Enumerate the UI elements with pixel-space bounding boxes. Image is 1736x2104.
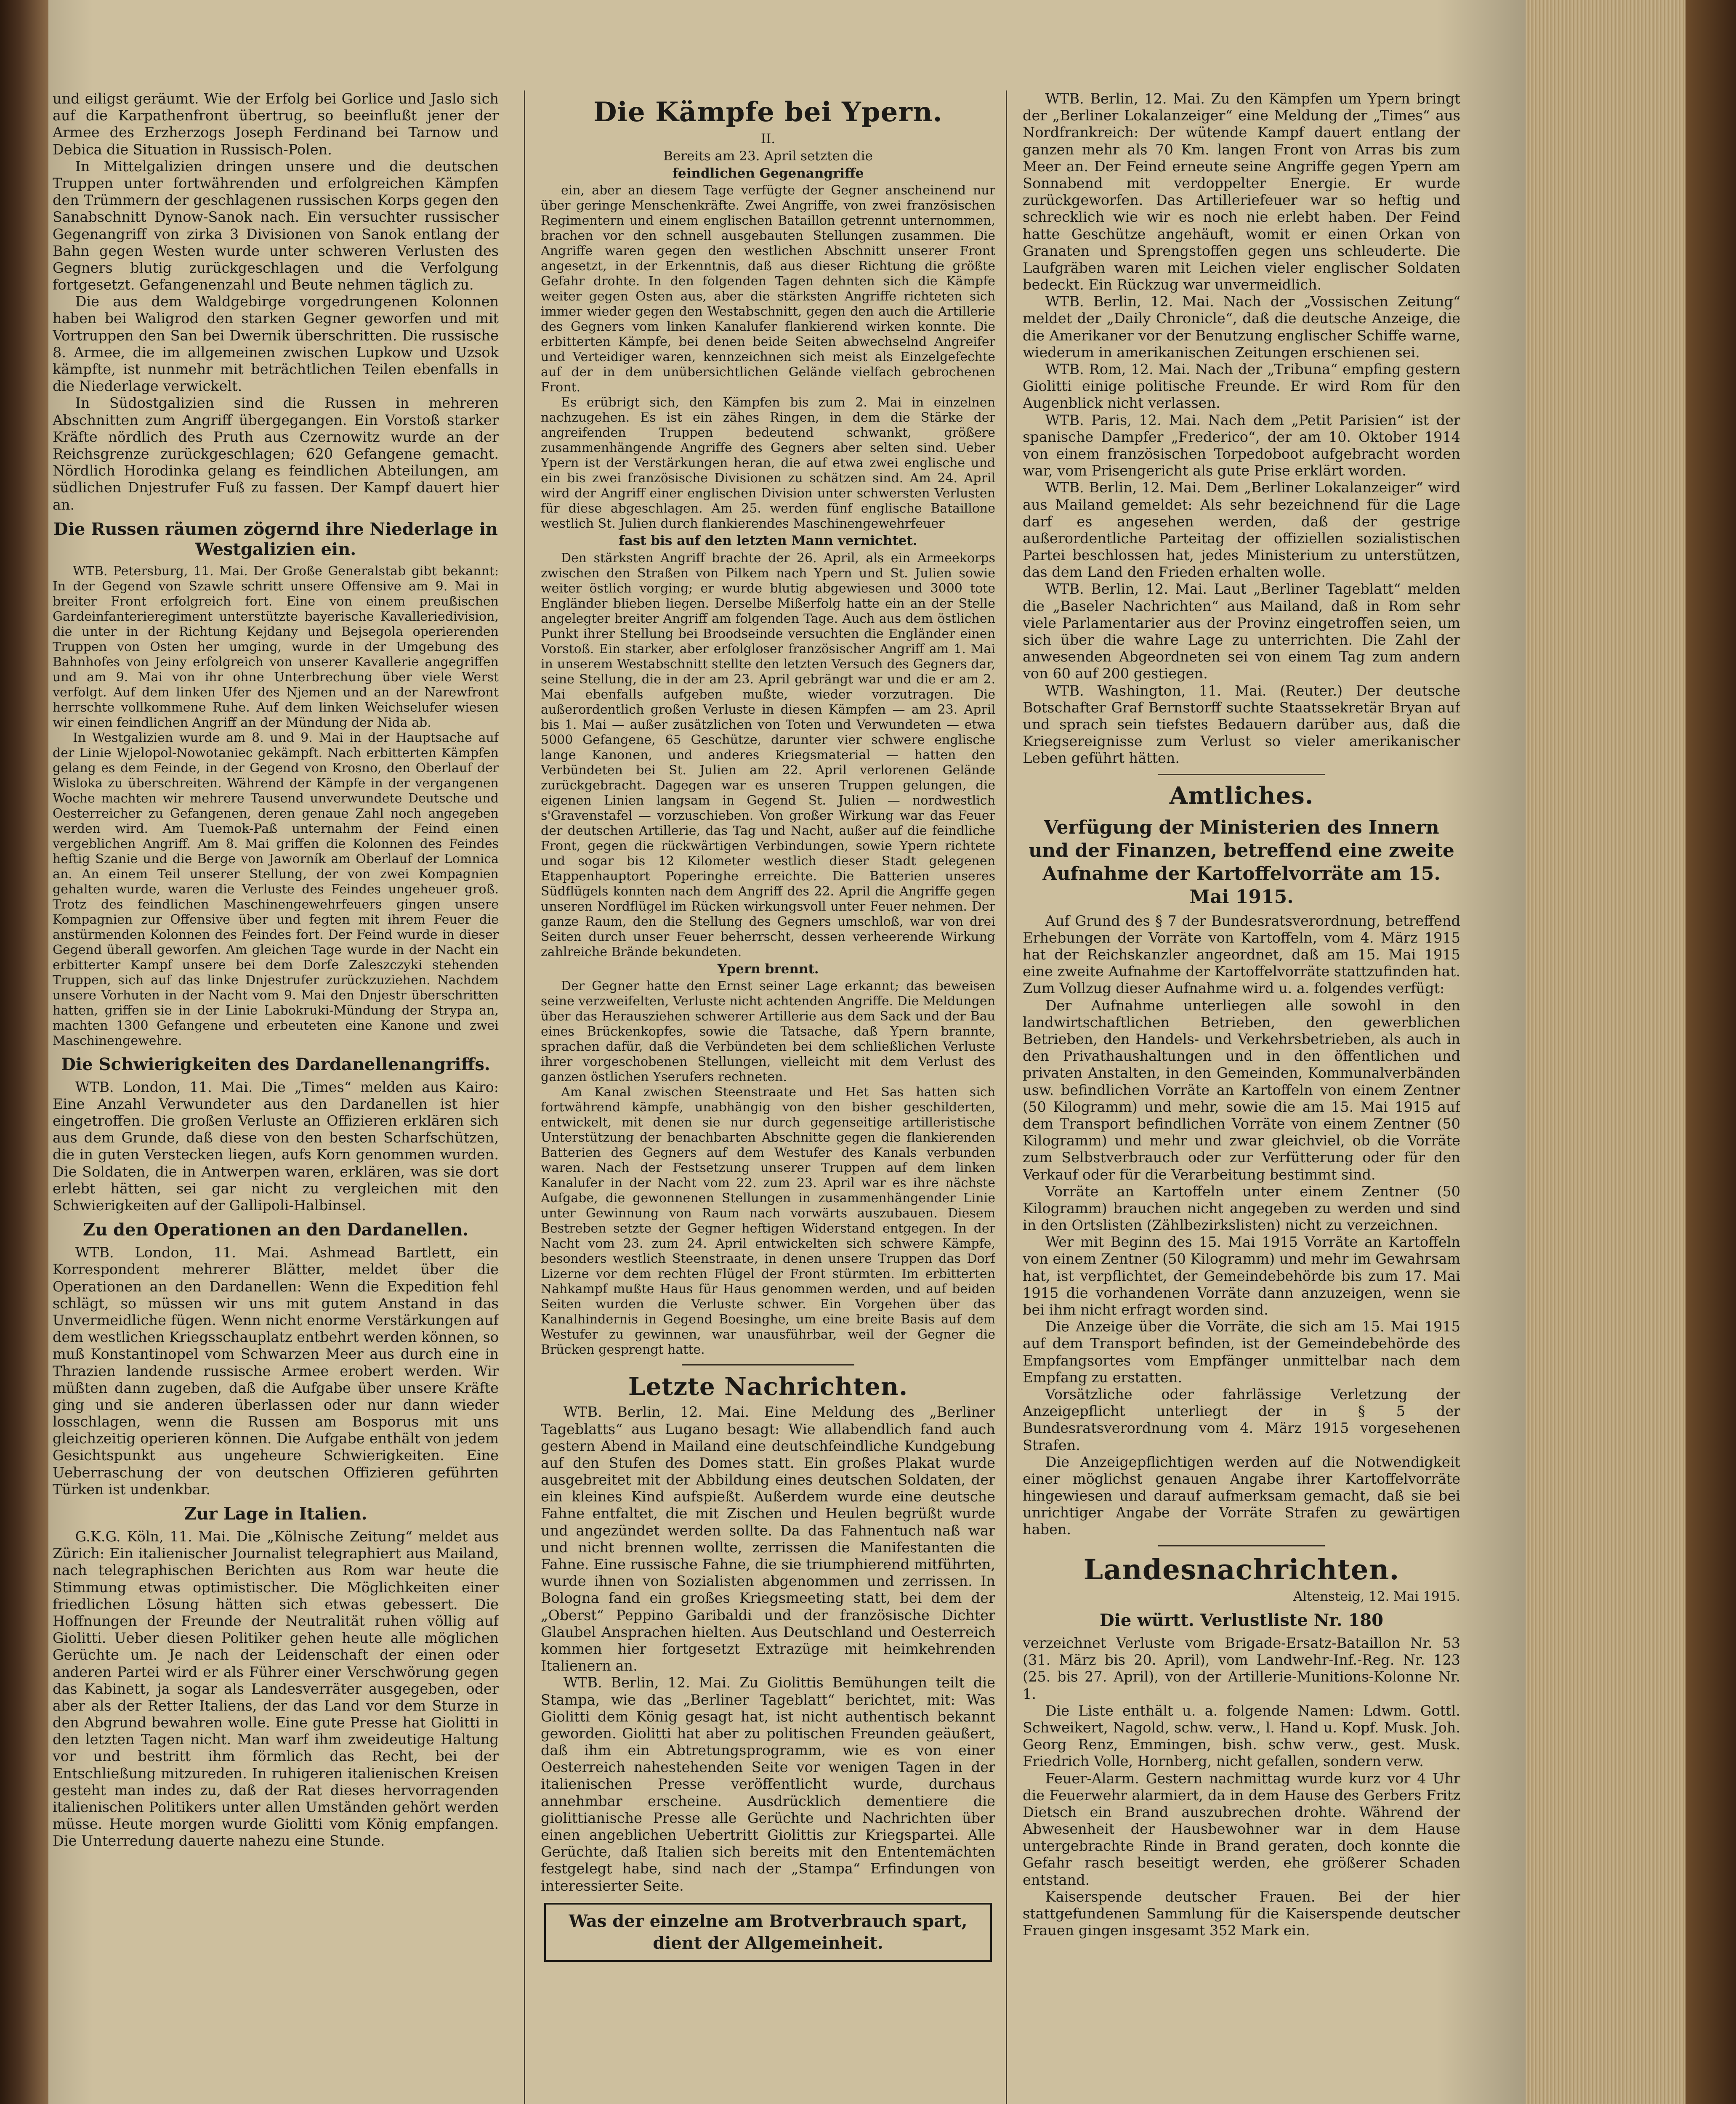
paragraph: Der Gegner hatte den Ernst seiner Lage erkannt; das beweisen seine verzweifelten, Verluste nicht achtenden Angriffe. Die Meldungen über das Herausziehen schwerer Artillerie aus dem Sack und der Bau eines Brückenkopfes, sowie die Tatsache, daß Ypern brannte, sprachen dafür, daß die Verbündeten bei dem schließlichen Verluste ihrer vorgeschobenen Stellungen, vielleicht mit dem Verlust des ganzen östlichen Yserufers rechneten.	[541, 978, 995, 1084]
subheading: Bereits am 23. April setzten die	[663, 148, 873, 164]
paragraph: WTB. Berlin, 12. Mai. Zu Giolittis Bemühungen teilt die Stampa, wie das „Berliner Tageblatt“ berichtet, mit: Was Giolitti dem König gesagt hat, ist nicht authentisch bekannt geworden. Giolitti hat aber zu politischen Freunden geäußert, daß ihm ein Abtretungsprogramm, wie es von einer Oesterreich nahestehenden Seite vor wenigen Tagen in der italienischen Presse veröffentlicht wurde, durchaus annehmbar erscheine. Ausdrücklich dementiere die giolittianische Presse alle Gerüchte und Nachrichten über einen angeblichen Uebertritt Giolittis zur Kriegspartei. Alle Gerüchte, daß Italien sich bereits mit den Ententemächten festgelegt habe, sind nach der „Stampa“ Erfindungen von interessierter Seite.	[541, 1674, 995, 1894]
paragraph: Wer mit Beginn des 15. Mai 1915 Vorräte an Kartoffeln von einem Zentner (50 Kilogramm) und mehr im Gewahrsam hat, ist verpflichtet, der Gemeindebehörde bis zum 17. Mai 1915 die vorhandenen Vorräte dann anzuzeigen, wenn sie bei ihm nicht erfragt worden sind.	[1023, 1234, 1460, 1318]
headline-landesnachrichten: Landesnachrichten.	[1083, 1553, 1400, 1586]
paragraph: Den stärksten Angriff brachte der 26. April, als ein Armeekorps zwischen den Straßen von Pilkem nach Ypern und St. Julien sowie weiter östlich vorging; er wurde blutig abgewiesen und 3000 tote Engländer blieben liegen. Derselbe Mißerfolg hatte ein an der Stelle angelegter breiter Angriff am folgenden Tage. Auch aus dem östlichen Punkt ihrer Stellung bei Broodseinde versuchten die Engländer einen Vorstoß. Ein starker, aber erfolgloser französischer Angriff am 1. Mai in unserem Westabschnitt stellte den letzten Versuch des Gegners dar, seine Stellung, die in der am 23. April gebrängt war und die er am 2. Mai ebenfalls aufgeben mußte, wieder vorzutragen. Die außerordentlich großen Verluste in diesen Kämpfen — am 23. April bis 1. Mai — außer zusätzlichen von Toten und Verwundeten — etwa 5000 Gefangene, 65 Geschütze, darunter vier schwere englische lange Kanonen, und anderes Kriegsmaterial — hatten den Verbündeten bei St. Julien am 22. April verlorenen Gelände zurückgebracht. Dagegen war es unseren Truppen gelungen, die eigenen Linien langsam in Gegend St. Julien — nordwestlich s'Gravenstafel — vorzuschieben. Von großer Wirkung war das Feuer der deutschen Artillerie, das Tag und Nacht, außer auf die feindliche Front, gegen die rückwärtigen Verbindungen, sowie Ypern richtete und sogar bis 12 Kilometer westlich dieser Stadt gelegenen Etappenhauptort Poperinghe erreichte. Die Batterien unseres Südflügels konnten nach dem Angriff des 22. April die Angriffe gegen unseren Nordflügel im Rücken wirkungsvoll unter Feuer nehmen. Der ganze Raum, den die Stellung des Gegners umschloß, war von drei Seiten durch unser Feuer beherrscht, dessen verheerende Wirkung zahlreiche Brände bekundeten.	[541, 550, 995, 959]
paragraph: Die Anzeigepflichtigen werden auf die Notwendigkeit einer möglichst genauen Angabe ihrer Kartoffelvorräte hingewiesen und darauf aufmerksam gemacht, daß sie bei unrichtiger Angabe der Vorräte Strafen zu gewärtigen haben.	[1023, 1453, 1460, 1538]
headline-russen-niederlage: Die Russen räumen zögernd ihre Niederlage in Westgalizien ein.	[53, 519, 498, 559]
paragraph: Vorsätzliche oder fahrlässige Verletzung der Anzeigepflicht unterliegt der in § 5 der Bundesratsverordnung vom 4. März 1915 vorgesehenen Strafen.	[1023, 1386, 1460, 1453]
paragraph: Am Kanal zwischen Steenstraate und Het Sas hatten sich fortwährend kämpfe, unabhängig von den bisher geschilderten, entwickelt, mit denen sie nur durch gegenseitige artilleristische Unterstützung der benachbarten Abschnitte gegen die flankierenden Batterien des Gegners auf dem Westufer des Kanals verbunden waren. Nach der Festsetzung unserer Truppen auf dem linken Kanalufer in der Nacht vom 22. zum 23. April war es ihre nächste Aufgabe, die gewonnenen Stellungen in zusammenhängender Linie unter Gewinnung von Raum nach vorwärts auszubauen. Diesem Bestreben setzte der Gegner heftigen Widerstand entgegen. In der Nacht vom 23. zum 24. April entwickelten sich schwere Kämpfe, besonders westlich Steenstraate, in denen unsere Truppen das Dorf Lizerne vor dem rechten Flügel der Front stürmten. Im erbitterten Nahkampf mußte Haus für Haus genommen werden, und auf beiden Seiten wurden die Verluste schwer. Ein Vorgehen über das Kanalhindernis in Gegend Boesinghe, um eine breite Basis auf dem Westufer zu gewinnen, war unausführbar, weil der Gegner die Brücken gesprengt hatte.	[541, 1084, 995, 1357]
paragraph: WTB. London, 11. Mai. Ashmead Bartlett, ein Korrespondent mehrerer Blätter, meldet über die Operationen an den Dardanellen: Wenn die Expedition fehl schlägt, so müssen wir uns mit gutem Anstand in das Unvermeidliche fügen. Wenn nicht enorme Verstärkungen auf dem westlichen Kriegsschauplatz entbehrt werden können, so muß Konstantinopel vom Schwarzen Meer aus durch eine in Thrazien landende russische Armee erobert werden. Wir müßten dann zugeben, daß die Aufgabe über unsere Kräfte ging und sie anderen überlassen oder nur dann wieder losschlagen, wenn die Russen am Bosporus mit uns gleichzeitig operieren können. Die Aufgabe enthält von jedem Gesichtspunkt aus ungeheure Schwierigkeiten. Eine Ueberraschung der von deutschen Offizieren geführten Türken ist undenkbar.	[53, 1244, 499, 1498]
column-1	[53, 90, 499, 2104]
headline-letzte-nachrichten: Letzte Nachrichten.	[628, 1372, 908, 1401]
headline-verfuegung-kartoffelvorraete: Verfügung der Ministerien des Innern und der Finanzen, betreffend eine zweite Aufnahme der Kartoffelvorräte am 15. Mai 1915.	[1029, 816, 1454, 908]
notice-line: dient der Allgemeinheit.	[653, 1933, 883, 1953]
section-divider	[1158, 1545, 1324, 1546]
paragraph: ein, aber an diesem Tage verfügte der Gegner anscheinend nur über geringe Menschenkräfte. Zwei Angriffe, von zwei französischen Regimentern und einem englischen Bataillon getrennt unternommen, brachen vor den schnell ausgebauten Stellungen zusammen. Die Angriffe waren gegen den westlichen Abschnitt unserer Front angesetzt, in der Erkenntnis, daß aus dieser Richtung die größte Gefahr drohte. In den folgenden Tagen dehnten sich die Kämpfe weiter gegen Osten aus, aber die stärksten Angriffe richteten sich immer wieder gegen den Westabschnitt, gegen den auch die Artillerie des Gegners vom linken Kanalufer flankierend wirken konnte. Die erbitterten Kämpfe, bei denen beide Seiten abwechselnd Angreifer und Verteidiger waren, kennzeichnen sich meist als Einzelgefechte auf der in dem unübersichtlichen Gelände vielfach gebrochenen Front.	[541, 183, 995, 395]
paragraph: verzeichnet Verluste vom Brigade-Ersatz-Bataillon Nr. 53 (31. März bis 20. April), vom Landwehr-Inf.-Reg. Nr. 123 (25. bis 27. April), von der Artillerie-Munitions-Kolonne Nr. 1.	[1023, 1635, 1460, 1702]
column-rule-1	[524, 90, 525, 2104]
headline-verlustliste: Die württ. Verlustliste Nr. 180	[1100, 1610, 1383, 1630]
subheading: fast bis auf den letzten Mann vernichtet.	[619, 533, 917, 549]
paragraph: WTB. Berlin, 12. Mai. Eine Meldung des „Berliner Tageblatts“ aus Lugano besagt: Wie allabendlich fand auch gestern Abend in Mailand eine deutschfeindliche Kundgebung auf den Stufen des Domes statt. Ein großes Plakat wurde ausgebreitet mit der Abbildung eines deutschen Soldaten, der ein kleines Kind aufspießt. Außerdem wurde eine deutsche Fahne entfaltet, die mit Zischen und Heulen begrüßt wurde und angezündet werden sollte. Da das Fahnentuch naß war und nicht brennen wollte, zerrissen die Manifestanten die Fahne. Eine russische Fahne, die sie triumphierend mitführten, wurde ihnen von Sozialisten abgenommen und zerrissen. In Bologna fand ein großes Kriegsmeeting statt, bei dem der „Oberst“ Peppino Garibaldi und der französische Dichter Glaubel Ansprachen hielten. Aus Deutschland und Oesterreich kommen hier fortgesetzt Extrazüge mit heimkehrenden Italienern an.	[541, 1404, 995, 1674]
paragraph: WTB. Petersburg, 11. Mai. Der Große Generalstab gibt bekannt: In der Gegend von Szawle schritt unsere Offensive am 9. Mai in breiter Front erfolgreich fort. Eine von einem preußischen Gardeinfanterieregiment unterstützte bayerische Kavalleriedivision, die unter in der Richtung Kejdany und Bejsegola operierenden Truppen von Osten her umging, wurde in der Umgebung des Bahnhofes von Jeiny erfolgreich von unserer Kavallerie angegriffen und am 9. Mai von ihr ohne Unterbrechung über viele Werst verfolgt. Auf dem linken Ufer des Njemen und an der Narewfront herrschte vollkommene Ruhe. Auf dem linken Weichselufer wiesen wir einen feindlichen Angriff an der Mündung der Nida ab.	[53, 563, 499, 730]
paragraph: Die Anzeige über die Vorräte, die sich am 15. Mai 1915 auf dem Transport befinden, ist der Gemeindebehörde des Empfangsortes vom Empfänger unmittelbar nach dem Empfang zu erstatten.	[1023, 1318, 1460, 1386]
book-page-edges	[1526, 0, 1736, 2104]
paragraph: In Westgalizien wurde am 8. und 9. Mai in der Hauptsache auf der Linie Wjelopol-Nowotaniec gekämpft. Nach erbitterten Kämpfen gelang es dem Feinde, in der Gegend von Krosno, den Oberlauf der Wisloka zu überschreiten. Während der Kämpfe in der vergangenen Woche machten wir mehrere Tausend unverwundete Deutsche und Oesterreicher zu Gefangenen, deren genaue Zahl noch angegeben werden wird. Am Tuemok-Paß unternahm der Feind einen vergeblichen Angriff. Am 8. Mai griffen die Kolonnen des Feindes heftig Szanie und die Berge von Jaworník am Oberlauf der Lomnica an. An einem Teil unserer Stellung, der von zwei Kompagnien gehalten wurde, waren die Verluste des Feindes ungeheuer groß. Trotz des feindlichen Maschinengewehrfeuers gingen unsere Kompagnien zur Offensive über und fegten mit ihrem Feuer die anstürmenden Kolonnen des Feindes fort. Der Feind wurde in dieser Gegend überall geworfen. Am gleichen Tage wurde in der Nacht ein erbitterter Kampf unsere bei dem Dorfe Zaleszczyki stehenden Truppen, sich auf das linke Dnjestrufer zurückzuziehen. Nachdem unsere Vorhuten in der Nacht vom 9. Mai den Dnjestr überschritten hatten, griffen sie in der Linie Labokruki-Mündung der Strypa an, machten 1300 Gefangene und erbeuteten eine Kanone und zwei Maschinengewehre.	[53, 730, 499, 1048]
column-2	[541, 90, 995, 2104]
paragraph: In Südostgalizien sind die Russen in mehreren Abschnitten zum Angriff übergegangen. Ein Vorstoß starker Kräfte nördlich des Pruth aus Czernowitz wurde an der Reichsgrenze zurückgeschlagen; 620 Gefangene gemacht. Nördlich Horodinka gelang es feindlichen Abteilungen, am südlichen Dnjestrufer Fuß zu fassen. Der Kampf dauert hier an.	[53, 395, 499, 513]
article-part-number: II.	[760, 131, 776, 146]
paragraph: WTB. Berlin, 12. Mai. Nach der „Vossischen Zeitung“ meldet der „Daily Chronicle“, daß die deutsche Anzeige, die die Amerikaner vor der Benutzung englischer Schiffe warne, wiederum in amerikanischen Zeitungen erschienen sei.	[1023, 293, 1460, 361]
section-divider	[682, 1364, 854, 1365]
subheading: feindlichen Gegenangriffe	[672, 166, 864, 181]
paragraph: WTB. Washington, 11. Mai. (Reuter.) Der deutsche Botschafter Graf Bernstorff suchte Staatssekretär Bryan auf und sprach sein tiefstes Bedauern darüber aus, daß die Kriegsereignisse zum Verlust so vieler amerikanischer Leben geführt hätten.	[1023, 682, 1460, 767]
dateline: Altensteig, 12. Mai 1915.	[1293, 1589, 1460, 1604]
paragraph: und eiligst geräumt. Wie der Erfolg bei Gorlice und Jaslo sich auf die Karpathenfront übertrug, so beeinflußt jener der Armee des Erzherzogs Joseph Ferdinand bei Tarnow und Debica die Situation in Russisch-Polen.	[53, 90, 499, 158]
column-3	[1023, 90, 1460, 2104]
paragraph: Der Aufnahme unterliegen alle sowohl in den landwirtschaftlichen Betrieben, den gewerblichen Betrieben, den Handels- und Verkehrsbetrieben, als auch in den Privathaushaltungen und in den öffentlichen und privaten Anstalten, in den Gemeinden, Kommunalverbänden usw. befindlichen Vorräte an Kartoffeln von einem Zentner (50 Kilogramm) und mehr, sowie die am 15. Mai 1915 auf dem Transport befindlichen Vorräte von einem Zentner (50 Kilogramm) und mehr und zwar gleichviel, ob die Vorräte zum Selbstverbrauch oder zur Verfütterung oder für den Verkauf oder für die Verarbeitung bestimmt sind.	[1023, 997, 1460, 1183]
paragraph: Kaiserspende deutscher Frauen. Bei der hier stattgefundenen Sammlung für die Kaiserspende deutscher Frauen gingen insgesamt 352 Mark ein.	[1023, 1888, 1460, 1939]
headline-amtliches: Amtliches.	[1169, 781, 1314, 810]
paragraph: Die aus dem Waldgebirge vorgedrungenen Kolonnen haben bei Waligrod den starken Gegner geworfen und mit Vortruppen den San bei Dwernik überschritten. Die russische 8. Armee, die im allgemeinen zwischen Lupkow und Uzsok kämpfte, ist nunmehr mit beträchtlichen Teilen ebenfalls in die Niederlage verwickelt.	[53, 293, 499, 395]
article-title-kaempfe-ypern: Die Kämpfe bei Ypern.	[593, 96, 943, 128]
column-rule-2	[1006, 90, 1007, 2104]
paragraph: WTB. Rom, 12. Mai. Nach der „Tribuna“ empfing gestern Giolitti einige politische Freunde. Er wird Rom für den Augenblick nicht verlassen.	[1023, 361, 1460, 412]
paragraph: In Mittelgalizien dringen unsere und die deutschen Truppen unter fortwährenden und erfolgreichen Kämpfen den Trümmern der geschlagenen russischen Korps gegen den Sanabschnitt Dynow-Sanok nach. Ein versuchter russischer Gegenangriff von zirka 3 Divisionen von Sanok entlang der Bahn gegen Westen wurde unter schweren Verlusten des Gegners blutig zurückgeschlagen und die Verfolgung fortgesetzt. Gefangenenzahl und Beute nehmen täglich zu.	[53, 158, 499, 293]
paragraph: WTB. Berlin, 12. Mai. Zu den Kämpfen um Ypern bringt der „Berliner Lokalanzeiger“ eine Meldung der „Times“ aus Nordfrankreich: Der wütende Kampf dauert entlang der ganzen mehr als 70 Km. langen Front von Arras bis zum Meer an. Der Feind erneute seine Angriffe gegen Ypern am Sonnabend mit verdoppelter Energie. Er wurde zurückgeworfen. Das Artilleriefeuer war so heftig und schrecklich wie wir es noch nie erlebt haben. Der Feind hatte Geschütze angehäuft, womit er einen Orkan von Granaten und Sprengstoffen gegen uns schleuderte. Die Laufgräben waren mit Leichen vieler englischer Soldaten bedeckt. Ein Rückzug war unvermeidlich.	[1023, 90, 1460, 293]
paragraph: Feuer-Alarm. Gestern nachmittag wurde kurz vor 4 Uhr die Feuerwehr alarmiert, da in dem Hause des Gerbers Fritz Dietsch ein Brand auszubrechen drohte. Während der Abwesenheit der Hausbewohner war in dem Hause untergebrachte Rinde in Brand geraten, doch konnte die Gefahr rasch beseitigt werden, ehe größerer Schaden entstand.	[1023, 1770, 1460, 1888]
paragraph: WTB. Berlin, 12. Mai. Dem „Berliner Lokalanzeiger“ wird aus Mailand gemeldet: Als sehr bezeichnend für die Lage darf es angesehen werden, daß der gestrige außerordentliche Parteitag der offiziellen sozialistischen Partei beschlossen hat, jedes Ministerium zu unterstützen, das dem Land den Frieden erhalten wolle.	[1023, 479, 1460, 581]
paragraph: Es erübrigt sich, den Kämpfen bis zum 2. Mai in einzelnen nachzugehen. Es ist ein zähes Ringen, in dem die Stärke der angreifenden Truppen bedeutend schwankt, größere zusammenhängende Angriffe des Gegners aber selten sind. Ueber Ypern ist der Verstärkungen heran, die auf etwa zwei englische und ein bis zwei französische Divisionen zu schätzen sind. Am 24. April wird der Angriff einer englischen Division unter schwersten Verlusten für diese abgeschlagen. Am 25. werden fünf englische Bataillone westlich St. Julien durch flankierendes Maschinengewehrfeuer	[541, 395, 995, 531]
paragraph: WTB. London, 11. Mai. Die „Times“ melden aus Kairo: Eine Anzahl Verwundeter aus den Dardanellen ist hier eingetroffen. Die großen Verluste an Offizieren erklären sich aus dem Grunde, daß diese von den besten Scharfschützen, die in guten Verstecken liegen, aufs Korn genommen wurden. Die Soldaten, die in Antwerpen waren, erklären, was sie dort erlebt hätten, sei gar nicht zu vergleichen mit den Schwierigkeiten auf der Gallipoli-Halbinsel.	[53, 1079, 499, 1214]
paragraph: Die Liste enthält u. a. folgende Namen: Ldwm. Gottl. Schweikert, Nagold, schw. verw., l. Hand u. Kopf. Musk. Joh. Georg Renz, Emmingen, bish. schw verw., gest. Musk. Friedrich Volle, Hornberg, nicht gefallen, sondern verw.	[1023, 1702, 1460, 1770]
binding-shadow	[0, 0, 48, 2104]
headline-operationen-dardanellen: Zu den Operationen an den Dardanellen.	[82, 1220, 469, 1240]
section-divider	[1158, 774, 1324, 775]
headline-lage-italien: Zur Lage in Italien.	[184, 1504, 367, 1524]
paragraph: WTB. Berlin, 12. Mai. Laut „Berliner Tageblatt“ melden die „Baseler Nachrichten“ aus Mailand, daß in Rom sehr viele Parlamentarier aus der Provinz eingetroffen seien, um sich über die wahre Lage zu unterrichten. Die Zahl der anwesenden Abgeordneten sei von einem Tag zum andern von 60 auf 200 gestiegen.	[1023, 581, 1460, 682]
paragraph: Auf Grund des § 7 der Bundesratsverordnung, betreffend Erhebungen der Vorräte von Kartoffeln, vom 4. März 1915 hat der Reichskanzler angeordnet, daß am 15. Mai 1915 eine zweite Aufnahme der Kartoffelvorräte stattzufinden hat. Zum Vollzug dieser Aufnahme wird u. a. folgendes verfügt:	[1023, 912, 1460, 997]
paragraph: WTB. Paris, 12. Mai. Nach dem „Petit Parisien“ ist der spanische Dampfer „Frederico“, der am 10. Oktober 1914 von einem französischen Torpedoboot aufgebracht worden war, vom Prisengericht als gute Prise erklärt worden.	[1023, 412, 1460, 479]
notice-box-brotverbrauch	[544, 1903, 992, 1962]
headline-dardanellenangriff: Die Schwierigkeiten des Dardanellenangriffs.	[61, 1054, 490, 1074]
subheading-ypern-brennt: Ypern brennt.	[717, 961, 819, 977]
paragraph: G.K.G. Köln, 11. Mai. Die „Kölnische Zeitung“ meldet aus Zürich: Ein italienischer Journalist telegraphiert aus Mailand, nach telegraphischen Berichten aus Rom war heute die Stimmung etwas optimistischer. Die Möglichkeiten einer friedlichen Lösung hätten sich etwas gebessert. Die Hoffnungen der Freunde der Neutralität ruhen völlig auf Giolitti. Ueber diesen Politiker gehen heute alle möglichen Gerüchte um. Je nach der Leidenschaft der einen oder anderen Partei wird er als Führer einer Verschwörung gegen das Kabinett, ja sogar als Landesverräter ausgegeben, oder aber als der Retter Italiens, der das Land vor dem Sturze in den Abgrund bewahren wolle. Eine gute Presse hat Giolitti in den letzten Tagen nicht. Man warf ihm zweideutige Haltung vor und bestritt ihm förmlich das Recht, bei der Entschließung mitzureden. In ruhigeren italienischen Kreisen gesteht man indes zu, daß der Rat dieses hervorragenden italienischen Politikers unter allen Umständen gehört werden müsse. Heute morgen wurde Giolitti vom König empfangen. Die Unterredung dauerte nahezu eine Stunde.	[53, 1528, 499, 1849]
paragraph: Vorräte an Kartoffeln unter einem Zentner (50 Kilogramm) brauchen nicht angegeben zu werden und sind in den Ortslisten (Zählbezirkslisten) nicht zu verzeichnen.	[1023, 1183, 1460, 1234]
notice-line: Was der einzelne am Brotverbrauch spart,	[569, 1911, 968, 1931]
